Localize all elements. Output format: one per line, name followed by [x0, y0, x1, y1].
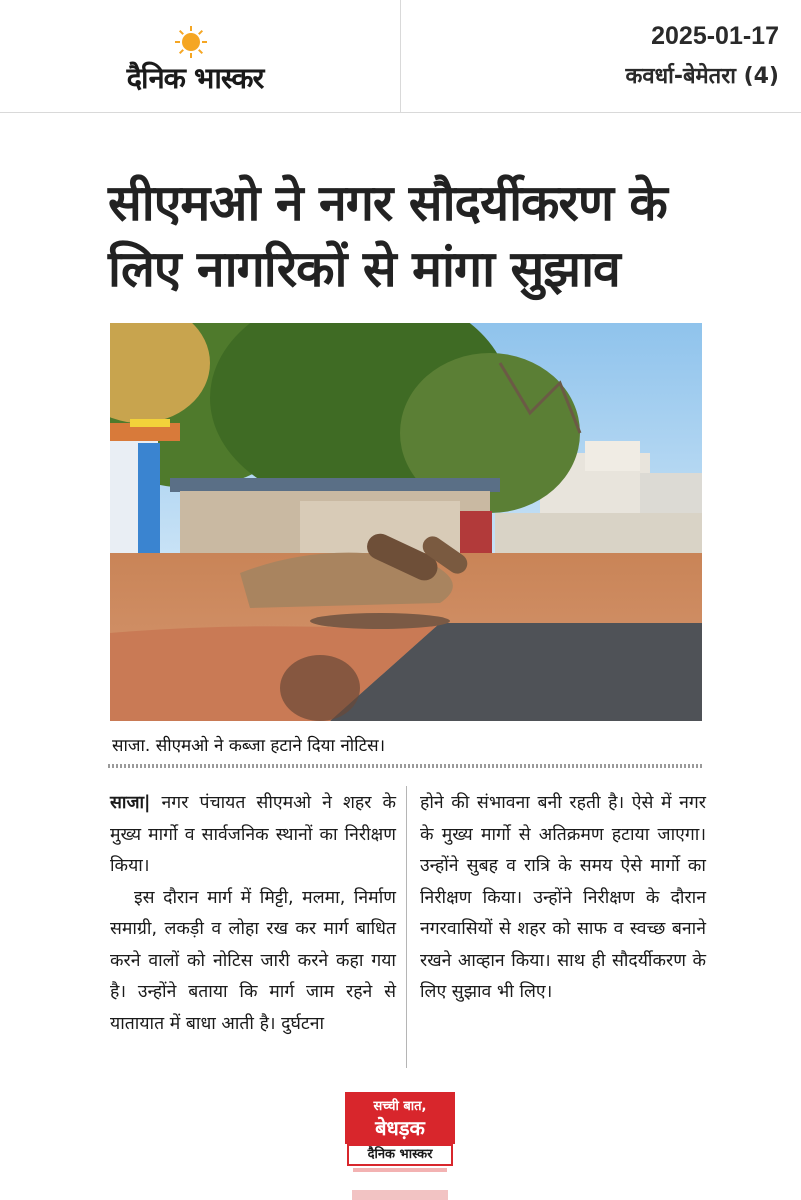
tagline-line-2: बेधड़क — [375, 1116, 425, 1140]
edition-name: कवर्धा-बेमेतरा (4) — [625, 64, 779, 89]
street-scene-image — [110, 323, 702, 721]
headline-line-2: लिए नागरिकों से मांगा सुझाव — [108, 240, 620, 298]
headline-line-1: सीएमओ ने नगर सौदर्यीकरण के — [108, 174, 667, 232]
footer-brand-name: दैनिक भास्कर — [347, 1144, 453, 1166]
sun-icon — [175, 26, 207, 58]
paragraph-1-text: नगर पंचायत सीएमओ ने शहर के मुख्य मार्गो व सार्वजनिक स्थानों का निरीक्षण किया। — [110, 793, 397, 876]
article-column-2 — [420, 788, 706, 1009]
cutoff-footer-mark — [352, 1190, 448, 1200]
dainik-bhaskar-logo — [95, 22, 295, 95]
photo-caption: साजा. सीएमओ ने कब्जा हटाने दिया नोटिस। — [112, 736, 386, 756]
paragraph-2: इस दौरान मार्ग में मिट्टी, मलमा, निर्माण समाग्री, लकड़ी व लोहा रख कर मार्ग बाधित करने वालों को नोटिस जारी करने कहा गया है। उन्होंने बताया कि मार्ग जाम रहने से यातायात में बाधा आती है। दुर्घटना — [110, 887, 396, 1034]
article-headline — [108, 170, 708, 302]
page-header — [0, 0, 801, 113]
article-column-1 — [110, 788, 396, 1040]
badge-underline — [353, 1168, 447, 1172]
footer-brand-badge — [345, 1092, 455, 1174]
article-photo — [110, 323, 702, 721]
header-divider — [400, 0, 401, 112]
paragraph-3: होने की संभावना बनी रहती है। ऐसे में नगर के मुख्य मार्गो से अतिक्रमण हटाया जाएगा।उन्होंने सुबह व रात्रि के समय ऐसे मार्गो का निरीक्षण किया। उन्होंने निरीक्षण के दौरान नगरवासियों से शहर को साफ व स्वच्छ बनाने रखने आव्हान किया। साथ ही सौदर्यीकरण के लिए सुझाव भी लिए। — [420, 793, 706, 1002]
caption-rule — [108, 764, 702, 768]
paragraph-1 — [110, 788, 396, 883]
logo-text: दैनिक भास्कर — [126, 61, 264, 95]
dateline: साजा| — [110, 793, 151, 813]
edition-date: 2025-01-17 — [651, 22, 779, 50]
column-separator — [406, 786, 407, 1068]
tagline-line-1: सच्ची बात, — [373, 1099, 427, 1114]
